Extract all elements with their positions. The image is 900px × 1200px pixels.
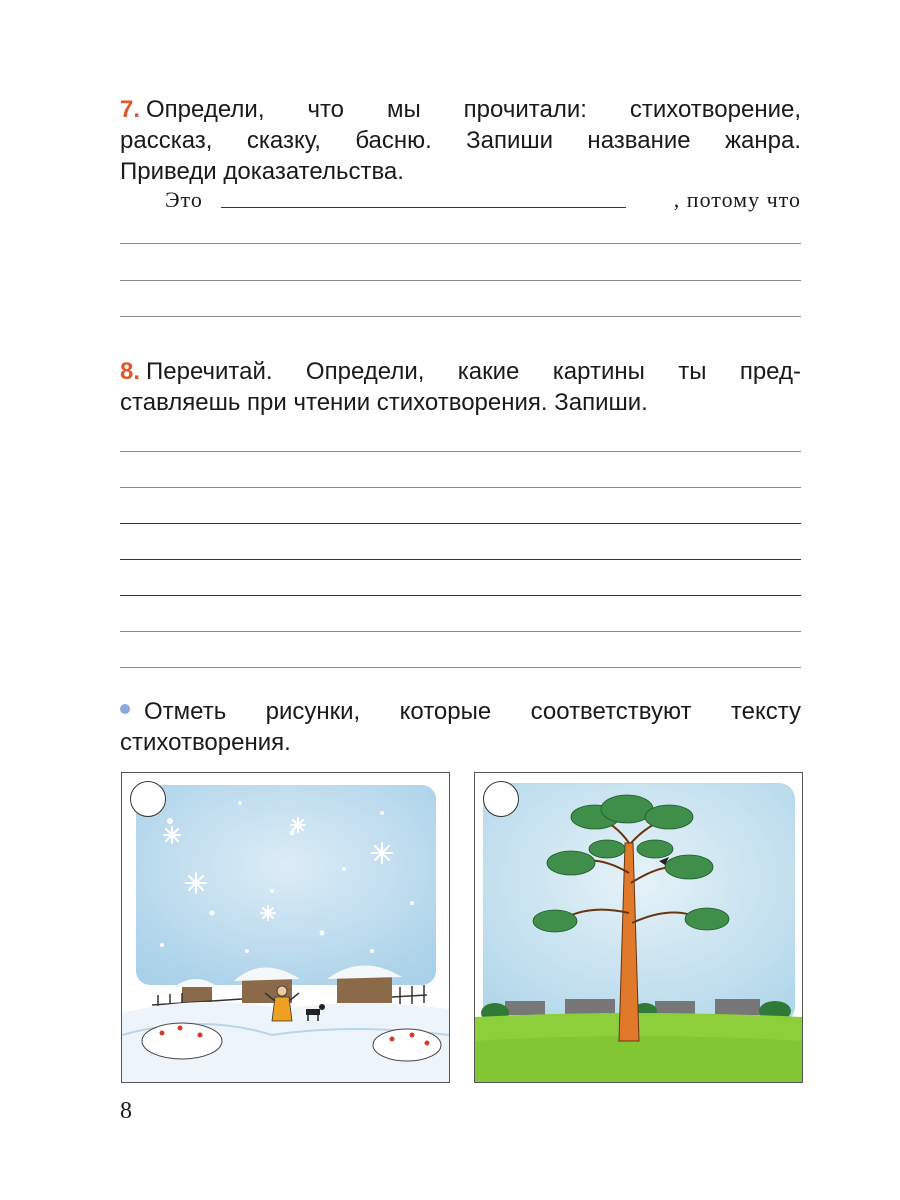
answer-row-genre (165, 185, 801, 217)
answer-line[interactable] (120, 559, 801, 560)
task-7-line-1: 7. Определи, что мы прочитали: стихотворение, (120, 96, 801, 123)
task-7-number: 7. (120, 96, 141, 123)
eto-label: Это (165, 187, 203, 212)
task-8-instruction (120, 356, 801, 418)
task-7-line-2: рассказ, сказку, басню. Запиши название жанра. (120, 127, 801, 154)
pine-tree-summer-illustration (475, 773, 802, 1082)
bullet-task-instruction (120, 696, 801, 758)
answer-line[interactable] (120, 595, 801, 596)
answer-line[interactable] (120, 451, 801, 452)
pine-picture-card[interactable] (474, 772, 803, 1083)
task-7-instruction (120, 94, 801, 187)
bullet-task-line-2: стихотворения. (120, 729, 291, 756)
task-8-line-2: ставляешь при чтении стихотворения. Запиши. (120, 389, 648, 416)
answer-line[interactable] (120, 523, 801, 524)
select-circle-winter[interactable] (130, 781, 166, 817)
genre-answer-blank[interactable] (221, 207, 626, 208)
answer-line[interactable] (120, 487, 801, 488)
task-8-line-1: 8. Перечитай. Определи, какие картины ты пред- (120, 358, 801, 385)
answer-line[interactable] (120, 631, 801, 632)
because-label: , потому что (673, 187, 801, 212)
winter-picture-card[interactable] (121, 772, 450, 1083)
bullet-task-line-1: Отметь рисунки, которые соответствуют тексту (120, 696, 801, 727)
select-circle-pine[interactable] (483, 781, 519, 817)
answer-line[interactable] (120, 280, 801, 281)
page-number: 8 (120, 1098, 132, 1124)
answer-line[interactable] (120, 243, 801, 244)
task-8-number: 8. (120, 358, 141, 385)
answer-line[interactable] (120, 316, 801, 317)
task-7-line-3: Приведи доказательства. (120, 158, 404, 185)
winter-village-illustration (122, 773, 449, 1082)
answer-line[interactable] (120, 667, 801, 668)
bullet-icon (120, 704, 130, 714)
